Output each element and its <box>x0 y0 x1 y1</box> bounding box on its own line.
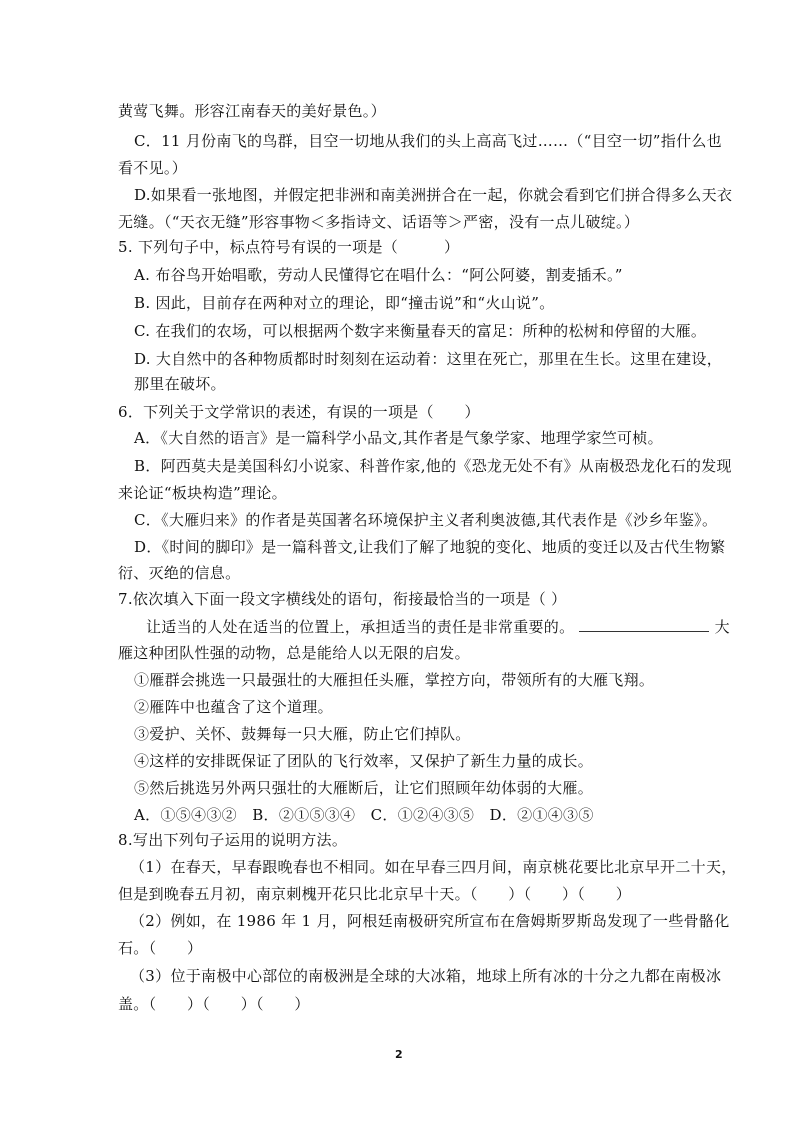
option-b: B．阿西莫夫是美国科幻小说家、科普作家,他的《恐龙无处不有》从南极恐龙化石的发现 <box>134 457 732 475</box>
text-line: C．11 月份南飞的鸟群，目空一切地从我们的头上高高飞过……（“目空一切”指什么也 <box>134 132 722 150</box>
passage-line: 雁这种团队性强的动物，总是能给人以无限的启发。 <box>118 644 470 662</box>
option-a: A. 布谷鸟开始唱歌，劳动人民懂得它在唱什么：“阿公阿婆，割麦插禾。” <box>134 266 623 284</box>
sentence-item: ②雁阵中也蕴含了这个道理。 <box>134 698 333 716</box>
question-8: 8.写出下列句子运用的说明方法。 <box>118 831 348 849</box>
text-line: 无缝。（“天衣无缝”形容事物＜多指诗文、话语等＞严密，没有一点儿破绽。） <box>118 213 640 231</box>
text-line: 盖。（ ）（ ）（ ） <box>118 995 310 1013</box>
page-number: 2 <box>395 1048 403 1061</box>
sentence-item: ①雁群会挑选一只最强壮的大雁担任头雁，掌控方向，带领所有的大雁飞翔。 <box>134 671 655 689</box>
sub-question-3: （3）位于南极中心部位的南极洲是全球的大冰箱，地球上所有冰的十分之九都在南极冰 <box>130 967 722 985</box>
text-line: 但是到晚春五月初，南京刺槐开花只比北京早十天。（ ）（ ）（ ） <box>118 885 632 903</box>
question-5: 5. 下列句子中，标点符号有误的一项是（ ） <box>118 238 460 256</box>
question-6: 6．下列关于文学常识的表述，有误的一项是（ ） <box>118 403 480 421</box>
sentence-item: ⑤然后挑选另外两只强壮的大雁断后，让它们照顾年幼体弱的大雁。 <box>134 779 594 797</box>
passage-text: 大 <box>714 618 730 636</box>
text-line: 黄莺飞舞。形容江南春天的美好景色。） <box>118 102 386 120</box>
text-line: 看不见。） <box>118 159 188 177</box>
option-c: C. 在我们的农场，可以根据两个数字来衡量春天的富足：所种的松树和停留的大雁。 <box>134 322 707 340</box>
sentence-item: ③爱护、关怀、鼓舞每一只大雁，防止它们掉队。 <box>134 725 471 743</box>
text-line: D.如果看一张地图，并假定把非洲和南美洲拼合在一起，你就会看到它们拼合得多么天衣 <box>134 186 733 204</box>
passage-line <box>146 616 730 637</box>
sub-question-1: （1）在春天，早春跟晚春也不相同。如在早春三四月间，南京桃花要比北京早开二十天， <box>130 858 737 876</box>
passage-text: 让适当的人处在适当的位置上，承担适当的责任是非常重要的。 <box>146 618 575 636</box>
option-c: C．《大雁归来》的作者是英国著名环境保护主义者利奥波德,其代表作是《沙乡年鉴》。 <box>134 511 718 529</box>
sentence-item: ④这样的安排既保证了团队的飞行效率，又保护了新生力量的成长。 <box>134 752 594 770</box>
text-line: 石。（ ） <box>118 939 203 957</box>
sub-question-2: （2）例如，在 1986 年 1 月，阿根廷南极研究所宣布在詹姆斯罗斯岛发现了一些骨骼化 <box>130 912 730 930</box>
option-d: D．《时间的脚印》是一篇科普文,让我们了解了地貌的变化、地质的变迁以及古代生物繁 <box>134 538 726 556</box>
option-a: A．《大自然的语言》是一篇科学小品文,其作者是气象学家、地理学家竺可桢。 <box>134 429 663 447</box>
option-b: B. 因此，目前存在两种对立的理论，即“撞击说”和“火山说”。 <box>134 294 555 312</box>
answer-options: A．①⑤④③② B．②①⑤③④ C．①②④③⑤ D．②①④③⑤ <box>134 806 594 824</box>
text-line: 衍、灭绝的信息。 <box>118 564 241 582</box>
question-7: 7.依次填入下面一段文字横线处的语句，衔接最恰当的一项是（ ） <box>118 590 567 608</box>
text-line: 那里在破坏。 <box>134 375 226 393</box>
answer-blank[interactable] <box>579 616 709 632</box>
text-line: 来论证“板块构造”理论。 <box>118 484 287 502</box>
option-d: D. 大自然中的各种物质都时时刻刻在运动着：这里在死亡，那里在生长。这里在建设， <box>134 350 723 368</box>
